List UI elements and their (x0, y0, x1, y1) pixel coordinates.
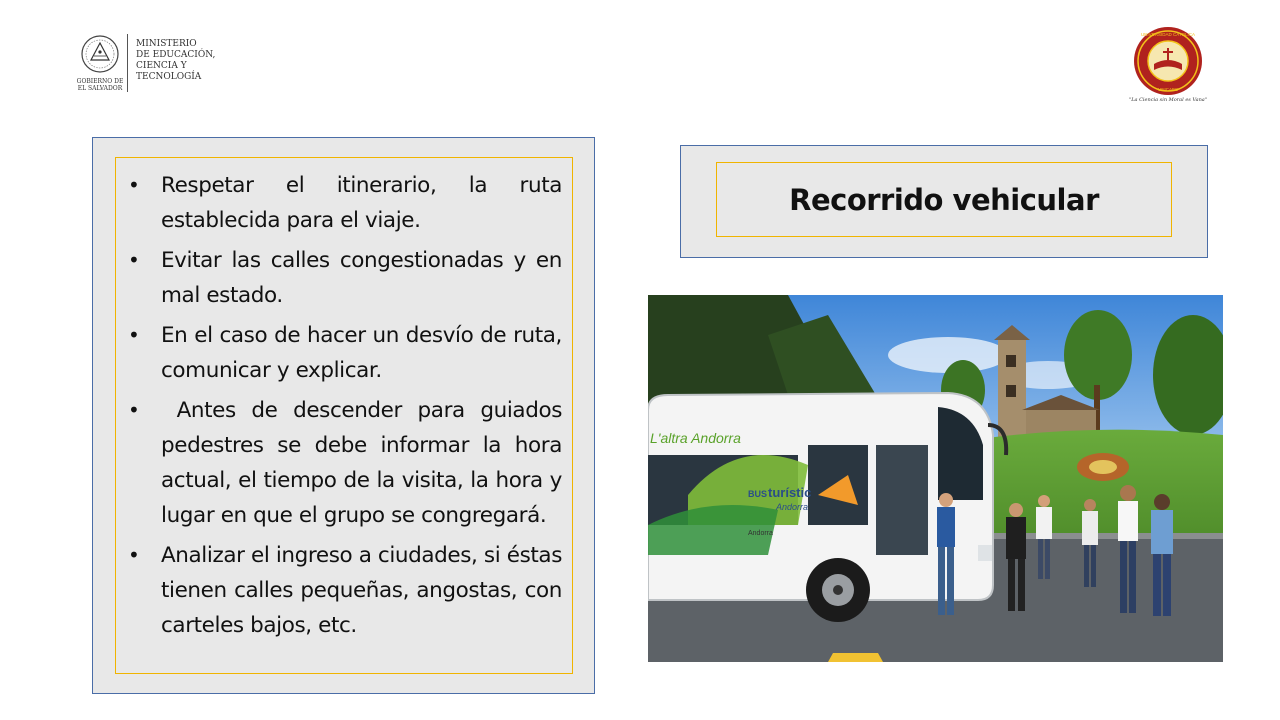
university-motto: "La Ciencia sin Moral es Vana" (1128, 97, 1208, 103)
svg-text:UNICAES: UNICAES (1157, 87, 1179, 92)
university-seal-icon (1124, 26, 1212, 96)
text-panel (92, 137, 595, 694)
university-logo (1124, 26, 1212, 108)
ministry-name: MINISTERIO DE EDUCACIÓN, CIENCIA Y TECNOLOGÍA (136, 39, 216, 82)
bus-tag-andorra: Andorra (776, 502, 809, 512)
government-label: GOBIERNO DE EL SALVADOR (76, 78, 124, 92)
list-item: • Analizar el ingreso a ciudades, si éstas tienen calles pequeñas, angostas, con carteles bajos, etc. (126, 538, 562, 643)
bus-tag-bus: BUS (748, 489, 768, 499)
bus-photo (648, 295, 1223, 662)
title-box (680, 145, 1208, 258)
logo-divider (127, 34, 128, 92)
el-salvador-seal-icon (80, 34, 120, 74)
text-panel-inner-frame (115, 157, 573, 674)
bus-tag-turistic: turístic (768, 485, 812, 500)
list-item: • En el caso de hacer un desvío de ruta, comunicar y explicar. (126, 318, 562, 388)
title-inner-frame (716, 162, 1172, 237)
ministry-logo (76, 34, 226, 94)
svg-text:UNIVERSIDAD CATOLICA: UNIVERSIDAD CATOLICA (1140, 32, 1196, 37)
list-item: • Respetar el itinerario, la ruta establecida para el viaje. (126, 168, 562, 238)
list-item: • Antes de descender para guiados pedestres se debe informar la hora actual, el tiempo de la visita, la hora y lugar en que el grupo se congregará. (126, 393, 562, 533)
bus-small-text: Andorra (748, 530, 773, 537)
list-item: • Evitar las calles congestionadas y en mal estado. (126, 243, 562, 313)
slide-title: Recorrido vehicular (789, 182, 1099, 217)
guidelines-list (126, 168, 569, 648)
bus-brand-text: L'altra Andorra (650, 430, 741, 446)
